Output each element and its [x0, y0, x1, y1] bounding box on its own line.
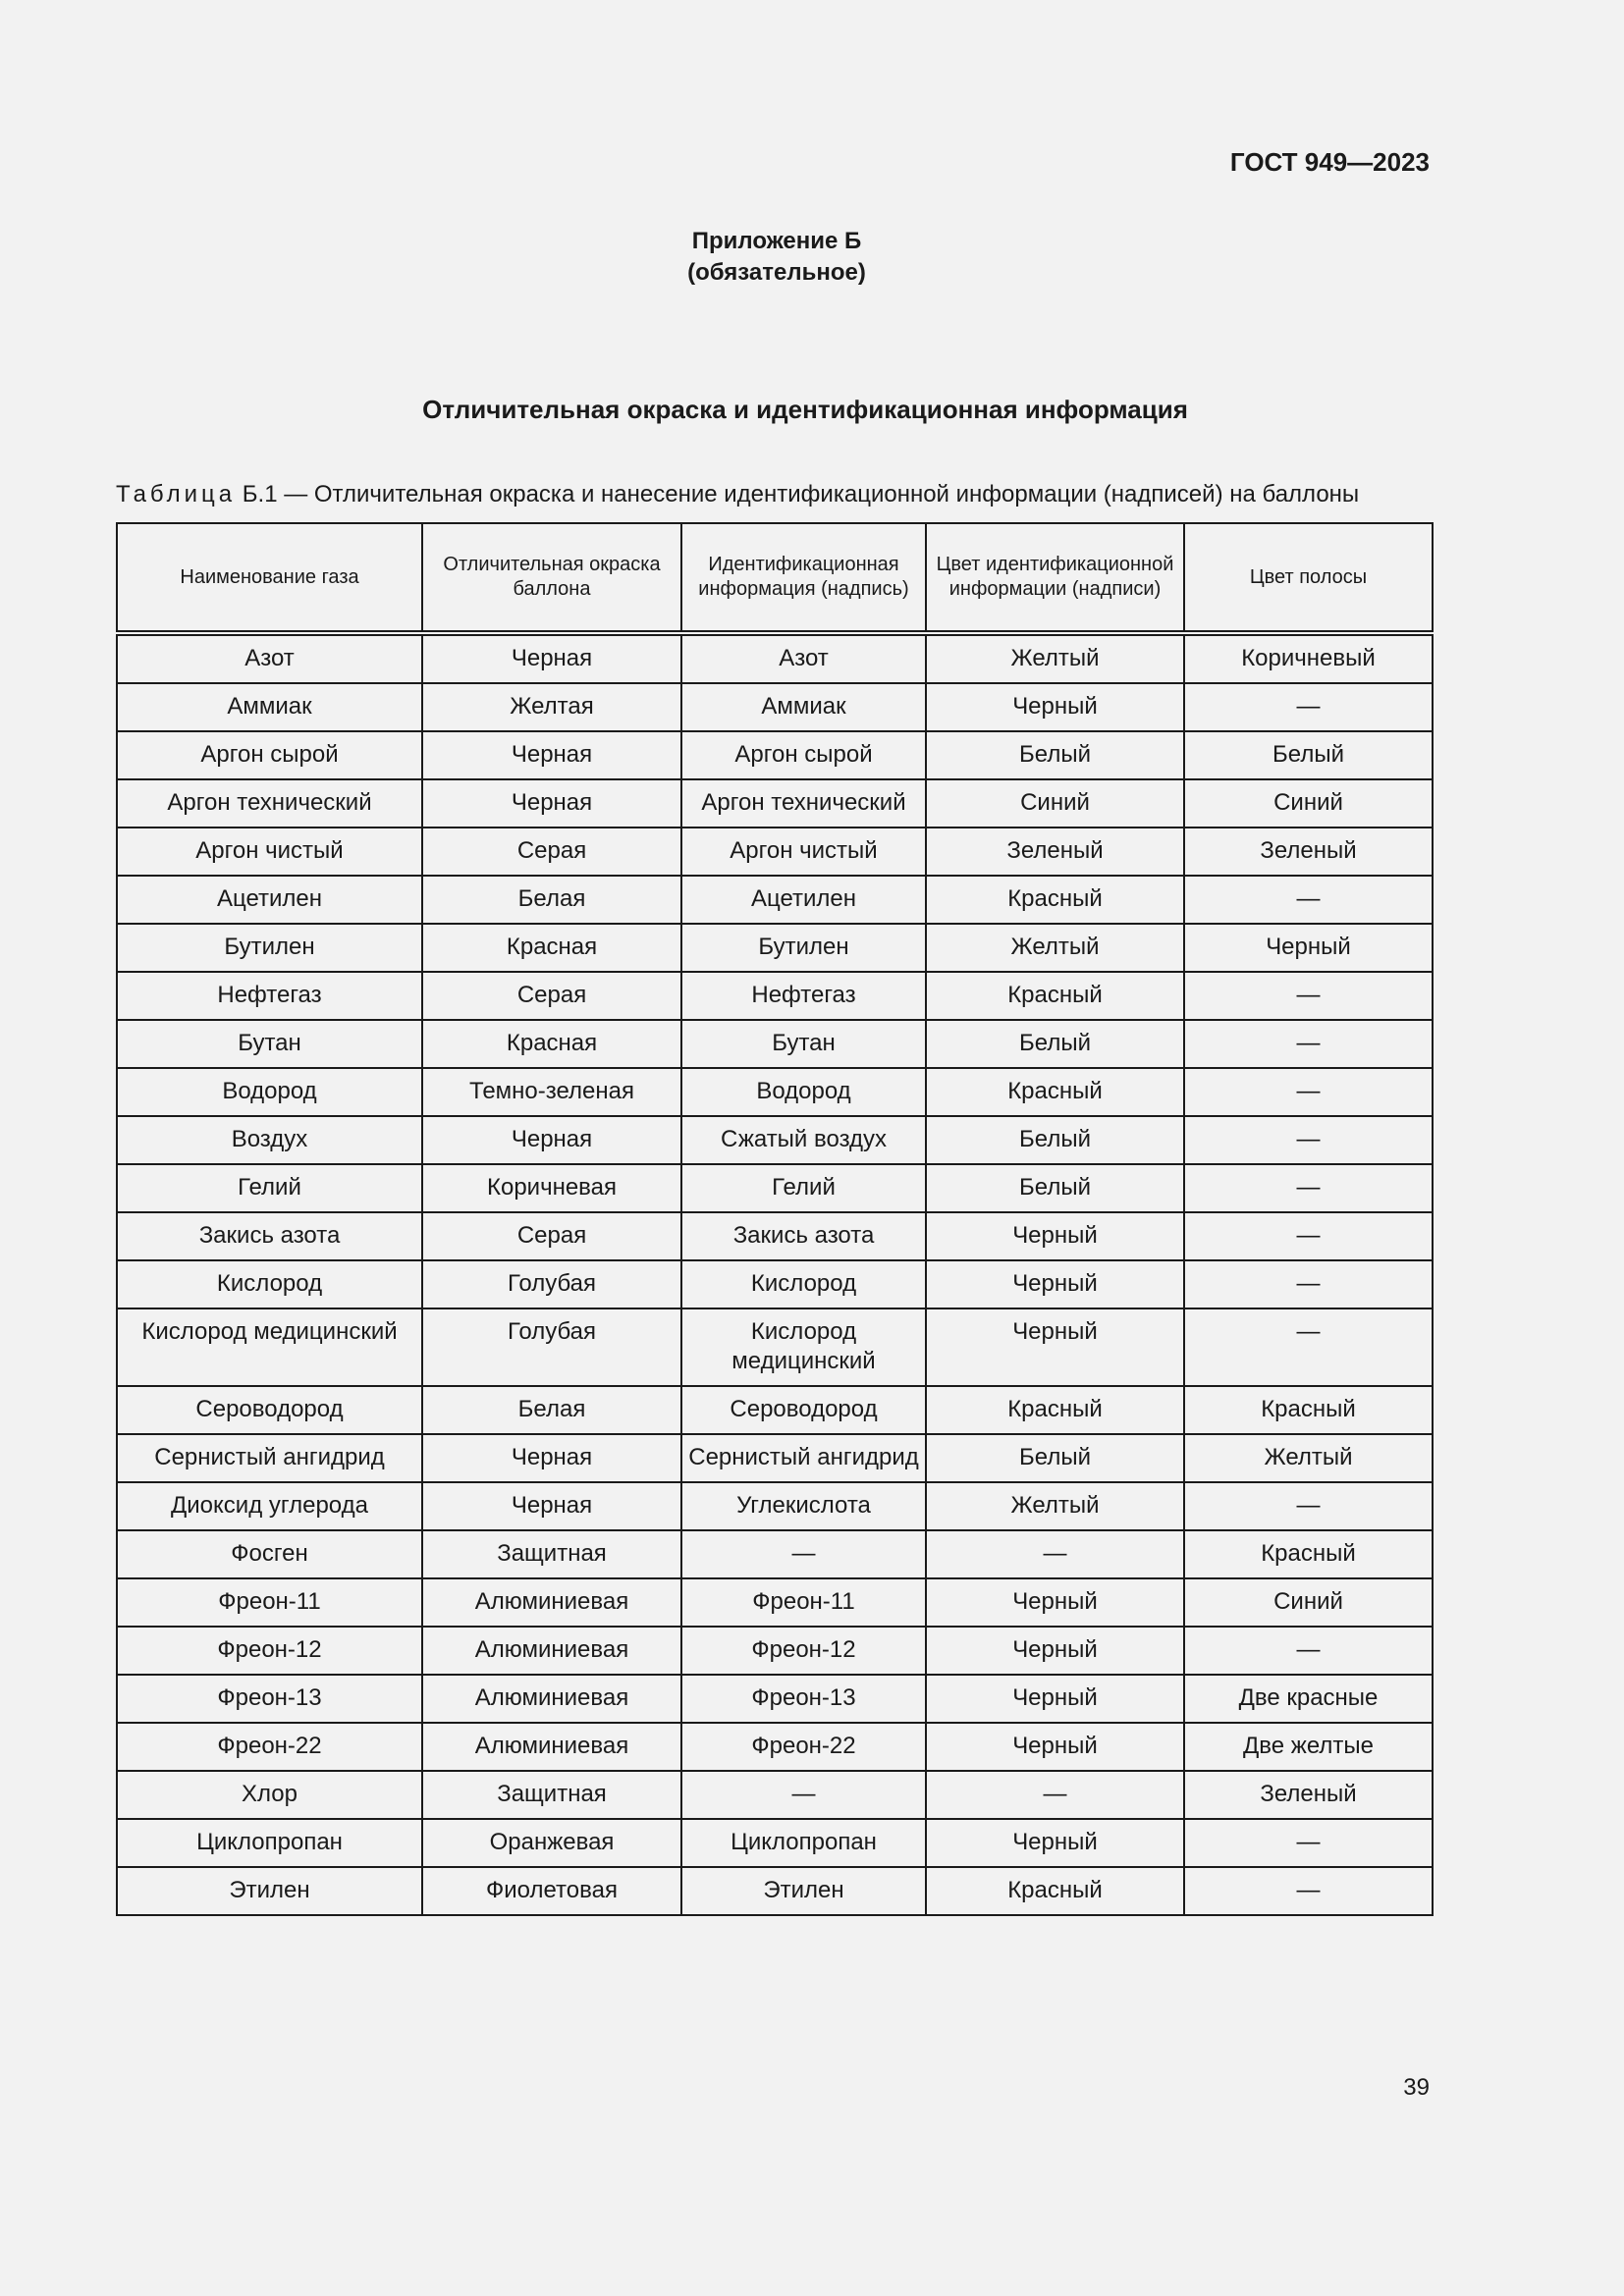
table-cell: Темно-зеленая	[422, 1068, 681, 1116]
table-cell: —	[1184, 1308, 1433, 1386]
table-cell: —	[681, 1771, 926, 1819]
table-cell: Черная	[422, 731, 681, 779]
table-cell: Циклопропан	[681, 1819, 926, 1867]
table-row	[117, 1020, 1433, 1068]
column-header: Цвет полосы	[1184, 523, 1433, 633]
table-cell: Аргон технический	[117, 779, 422, 828]
table-cell: Черная	[422, 1116, 681, 1164]
table-cell: Воздух	[117, 1116, 422, 1164]
table-cell: Ацетилен	[681, 876, 926, 924]
table-cell: Фосген	[117, 1530, 422, 1578]
table-cell: Сернистый ангидрид	[681, 1434, 926, 1482]
table-cell: Черный	[926, 1212, 1184, 1260]
table-cell: Черный	[926, 683, 1184, 731]
table-cell: Сжатый воздух	[681, 1116, 926, 1164]
table-cell: Красный	[926, 876, 1184, 924]
table-cell: Оранжевая	[422, 1819, 681, 1867]
table-cell: Бутан	[681, 1020, 926, 1068]
table-cell: Углекислота	[681, 1482, 926, 1530]
table-cell: Черный	[926, 1578, 1184, 1627]
table-cell: Кислород медицинский	[681, 1308, 926, 1386]
appendix-title: Приложение Б	[691, 228, 862, 254]
table-row	[117, 1068, 1433, 1116]
table-row	[117, 1675, 1433, 1723]
table-cell: Черный	[926, 1260, 1184, 1308]
table-cell: Сероводород	[117, 1386, 422, 1434]
table-cell: Хлор	[117, 1771, 422, 1819]
table-row	[117, 633, 1433, 683]
table-cell: Сероводород	[681, 1386, 926, 1434]
table-cell: Белый	[926, 1020, 1184, 1068]
table-cell: Белый	[926, 1434, 1184, 1482]
table-cell: Аргон чистый	[117, 828, 422, 876]
table-cell: —	[1184, 1020, 1433, 1068]
table-cell: Зеленый	[1184, 1771, 1433, 1819]
table-cell: Аргон сырой	[681, 731, 926, 779]
table-cell: Алюминиевая	[422, 1627, 681, 1675]
table-cell: Белый	[926, 1164, 1184, 1212]
table-row	[117, 779, 1433, 828]
section-title-text: Отличительная окраска и идентификационная информация	[422, 395, 1188, 424]
table-cell: Желтый	[926, 633, 1184, 683]
table-cell: Черный	[926, 1675, 1184, 1723]
table-row	[117, 1116, 1433, 1164]
table-cell: Черный	[926, 1723, 1184, 1771]
table-row	[117, 1308, 1433, 1386]
table-cell: Красный	[1184, 1530, 1433, 1578]
table-cell: —	[1184, 1212, 1433, 1260]
table-cell: Бутилен	[117, 924, 422, 972]
table-cell: Черная	[422, 779, 681, 828]
table-cell: Красная	[422, 1020, 681, 1068]
table-cell: Две красные	[1184, 1675, 1433, 1723]
table-cell: Коричневая	[422, 1164, 681, 1212]
table-cell: Водород	[681, 1068, 926, 1116]
column-header: Цвет идентификационной информации (надписи)	[926, 523, 1184, 633]
table-cell: Фреон-12	[681, 1627, 926, 1675]
table-cell: Синий	[926, 779, 1184, 828]
table-row	[117, 1578, 1433, 1627]
table-cell: Алюминиевая	[422, 1578, 681, 1627]
table-cell: Красный	[926, 972, 1184, 1020]
table-cell: Красный	[926, 1068, 1184, 1116]
table-caption-label: Таблица	[116, 481, 237, 507]
table-cell: Голубая	[422, 1308, 681, 1386]
table-row	[117, 924, 1433, 972]
table-cell: Коричневый	[1184, 633, 1433, 683]
table-cell: Фреон-22	[681, 1723, 926, 1771]
table-cell: —	[1184, 876, 1433, 924]
document-code: ГОСТ 949—2023	[1229, 147, 1430, 177]
column-header: Идентификационная информация (надпись)	[681, 523, 926, 633]
section-title	[0, 395, 1624, 425]
table-row	[117, 1482, 1433, 1530]
table-row	[117, 1819, 1433, 1867]
table-cell: Белый	[926, 1116, 1184, 1164]
table-cell: —	[1184, 1164, 1433, 1212]
table-cell: Аргон технический	[681, 779, 926, 828]
table-cell: Ацетилен	[117, 876, 422, 924]
table-cell: Белая	[422, 876, 681, 924]
table-cell: —	[926, 1530, 1184, 1578]
appendix-heading	[0, 226, 1624, 289]
table-row	[117, 683, 1433, 731]
table-cell: —	[1184, 972, 1433, 1020]
column-header: Отличительная окраска баллона	[422, 523, 681, 633]
table-cell: Серая	[422, 828, 681, 876]
table-cell: Кислород	[117, 1260, 422, 1308]
table-row	[117, 1434, 1433, 1482]
table-row	[117, 1627, 1433, 1675]
table-caption	[116, 481, 1432, 508]
table-cell: Фреон-13	[681, 1675, 926, 1723]
table-cell: Черная	[422, 1482, 681, 1530]
table-cell: Фреон-11	[681, 1578, 926, 1627]
table-row	[117, 972, 1433, 1020]
table-cell: Черный	[926, 1627, 1184, 1675]
table-cell: Водород	[117, 1068, 422, 1116]
table-cell: —	[1184, 1867, 1433, 1915]
table-cell: Красный	[1184, 1386, 1433, 1434]
table-row	[117, 1386, 1433, 1434]
table-body	[117, 633, 1433, 1915]
table-row	[117, 1164, 1433, 1212]
table-cell: Черная	[422, 1434, 681, 1482]
table-cell: —	[681, 1530, 926, 1578]
table-cell: Фиолетовая	[422, 1867, 681, 1915]
table-cell: Гелий	[681, 1164, 926, 1212]
table-row	[117, 1212, 1433, 1260]
table-cell: Кислород	[681, 1260, 926, 1308]
table-cell: —	[1184, 1260, 1433, 1308]
table-cell: Фреон-12	[117, 1627, 422, 1675]
table-header-row	[117, 523, 1433, 633]
table-cell: Фреон-22	[117, 1723, 422, 1771]
table-cell: Желтый	[926, 924, 1184, 972]
table-cell: Серая	[422, 1212, 681, 1260]
table-cell: Желтый	[926, 1482, 1184, 1530]
table-cell: Белая	[422, 1386, 681, 1434]
table-cell: —	[1184, 1819, 1433, 1867]
table-cell: Фреон-13	[117, 1675, 422, 1723]
table-cell: Синий	[1184, 1578, 1433, 1627]
page-number: 39	[1403, 2074, 1430, 2101]
table-cell: Синий	[1184, 779, 1433, 828]
table-cell: Аммиак	[117, 683, 422, 731]
table-row	[117, 1723, 1433, 1771]
table-header	[117, 523, 1433, 633]
table-cell: Аргон сырой	[117, 731, 422, 779]
table-cell: Бутан	[117, 1020, 422, 1068]
table-cell: Алюминиевая	[422, 1675, 681, 1723]
table-cell: Белый	[1184, 731, 1433, 779]
table-cell: Нефтегаз	[117, 972, 422, 1020]
table-cell: Сернистый ангидрид	[117, 1434, 422, 1482]
table-cell: Диоксид углерода	[117, 1482, 422, 1530]
table-cell: Черная	[422, 633, 681, 683]
table-cell: Зеленый	[926, 828, 1184, 876]
table-cell: Закись азота	[117, 1212, 422, 1260]
table-cell: Черный	[926, 1308, 1184, 1386]
table-row	[117, 1260, 1433, 1308]
table-cell: Этилен	[117, 1867, 422, 1915]
table-cell: Аргон чистый	[681, 828, 926, 876]
table-cell: Азот	[117, 633, 422, 683]
table-cell: Красный	[926, 1867, 1184, 1915]
table-cell: Закись азота	[681, 1212, 926, 1260]
table-cell: Желтый	[1184, 1434, 1433, 1482]
table-cell: Алюминиевая	[422, 1723, 681, 1771]
table-cell: Белый	[926, 731, 1184, 779]
table-row	[117, 1867, 1433, 1915]
table-row	[117, 1771, 1433, 1819]
table-cell: Серая	[422, 972, 681, 1020]
table-cell: —	[1184, 1482, 1433, 1530]
table-cell: Циклопропан	[117, 1819, 422, 1867]
table-row	[117, 1530, 1433, 1578]
table-cell: Желтая	[422, 683, 681, 731]
column-header: Наименование газа	[117, 523, 422, 633]
table-cell: Защитная	[422, 1771, 681, 1819]
table-cell: Гелий	[117, 1164, 422, 1212]
table-cell: Нефтегаз	[681, 972, 926, 1020]
table-caption-text: Б.1 — Отличительная окраска и нанесение идентификационной информации (надписей) на баллоны	[236, 481, 1360, 507]
table-cell: Две желтые	[1184, 1723, 1433, 1771]
table-row	[117, 731, 1433, 779]
table-cell: Черный	[926, 1819, 1184, 1867]
table-cell: Защитная	[422, 1530, 681, 1578]
gas-cylinder-table	[116, 522, 1434, 1916]
table-cell: Бутилен	[681, 924, 926, 972]
table-row	[117, 828, 1433, 876]
table-cell: —	[1184, 1068, 1433, 1116]
appendix-status: (обязательное)	[687, 259, 866, 286]
table-row	[117, 876, 1433, 924]
table-cell: Азот	[681, 633, 926, 683]
table-cell: Зеленый	[1184, 828, 1433, 876]
table-cell: Красный	[926, 1386, 1184, 1434]
table-cell: Аммиак	[681, 683, 926, 731]
table-cell: —	[926, 1771, 1184, 1819]
table-cell: Черный	[1184, 924, 1433, 972]
table-cell: Кислород медицинский	[117, 1308, 422, 1386]
table-cell: —	[1184, 683, 1433, 731]
table-cell: Этилен	[681, 1867, 926, 1915]
table-cell: Фреон-11	[117, 1578, 422, 1627]
table-cell: —	[1184, 1116, 1433, 1164]
table-cell: Голубая	[422, 1260, 681, 1308]
table-cell: —	[1184, 1627, 1433, 1675]
table-cell: Красная	[422, 924, 681, 972]
